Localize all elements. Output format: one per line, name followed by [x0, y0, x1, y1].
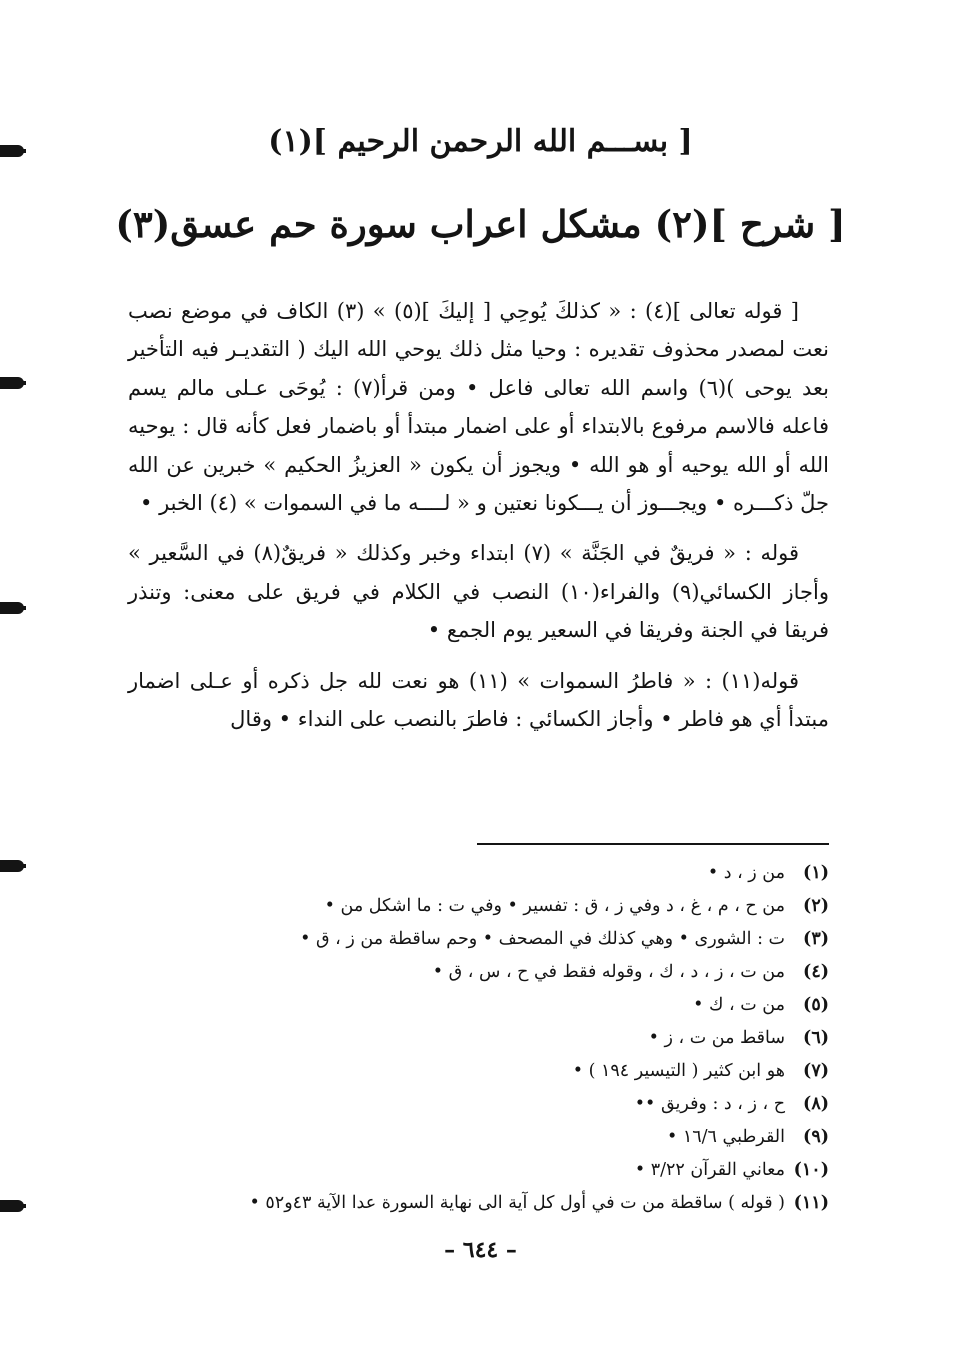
- footnote-number: (٢): [803, 895, 829, 916]
- footnote-number: (٦): [803, 1027, 829, 1048]
- footnote-number: (٩): [803, 1126, 829, 1147]
- footnote-text: ( قوله ) ساقطة من ت في أول كل آية الى نهاية السورة عدا الآية ٤٣و٥٢ •: [249, 1192, 785, 1213]
- binding-mark: [0, 602, 24, 614]
- footnote-number: (٣): [803, 928, 829, 949]
- binding-mark: [0, 860, 24, 872]
- footnote-divider: [477, 843, 829, 845]
- footnote: [120, 1153, 829, 1186]
- footnote-text: القرطبي ١٦/٦ •: [666, 1126, 785, 1147]
- footnote-text: معاني القرآن ٣/٢٢ •: [634, 1159, 785, 1180]
- binding-mark: [0, 377, 24, 389]
- page-number: – ٦٤٤ –: [444, 1237, 517, 1263]
- chapter-title: [ شرح ](٢) مشكل اعراب سورة حم عسق(٣): [115, 202, 846, 246]
- footnote-text: ساقط من ت ، ز •: [648, 1027, 785, 1048]
- footnote: [120, 1087, 829, 1120]
- footnote-text: من ح ، م ، غ ، د وفي ز ، ق : تفسير • وفي ت : ما اشكل من •: [324, 895, 785, 916]
- main-text: [128, 292, 829, 738]
- paragraph: [ قوله تعالى ](٤) : « كذلكَ يُوحِي [ إليكَ ](٥) » (٣) الكاف في موضع نصب نعت لمصدر محذوف تقديره : وحيا مثل ذلك يوحي الله اليك ( التقديـر فيه التأخير بعد يوحى )(٦) واسم الله تعالى فاعل • ومن قرأ(٧) : يُوحَى عـلى مالم يسم فاعله فالاسم مرفوع بالابتداء أو على اضمار مبتدأ أو باضمار فعل كأنه قال : يوحيه الله أو الله يوحيه أو هو الله • ويجوز أن يكون « العزيزُ الحكيم » خبرين عن الله جلّ ذكـــره • ويجـــوز أن يـــكونا نعتين و « لــــه ما في السموات » (٤) الخبر •: [128, 299, 829, 516]
- footnotes-list: [120, 856, 829, 1219]
- footnote: [120, 922, 829, 955]
- footnote-number: (٥): [803, 994, 829, 1015]
- footnote-number: (١١): [793, 1192, 829, 1213]
- footnote-text: من ت ، ك •: [693, 994, 785, 1015]
- footnote: [120, 1054, 829, 1087]
- footnote: [120, 988, 829, 1021]
- footnote-text: ح ، ز ، د : وفريق ••: [634, 1093, 785, 1114]
- binding-mark: [0, 1200, 24, 1212]
- footnote: [120, 1120, 829, 1153]
- footnote: [120, 856, 829, 889]
- footnote-text: من ز ، د •: [707, 862, 785, 883]
- footnote-text: هو ابن كثير ( التيسير ١٩٤ ) •: [572, 1060, 785, 1081]
- paragraph: قوله(١١) : « فاطرُ السموات » (١١) هو نعت لله جل ذكره أو عـلى اضمار مبتدأ أي هو فاطر • وأجاز الكسائي : فاطرَ بالنصب على النداء • وقال: [128, 668, 829, 732]
- footnote: [120, 1021, 829, 1054]
- footnote-number: (٤): [803, 961, 829, 982]
- footnote-number: (١): [803, 862, 829, 883]
- footnote-number: (٧): [803, 1060, 829, 1081]
- footnote-text: ت : الشورى • وهي كذلك في المصحف • وحم ساقطة من ز ، ق •: [300, 928, 785, 949]
- footnote-number: (١٠): [793, 1159, 829, 1180]
- footnote: [120, 889, 829, 922]
- paragraph: قوله : « فريقٌ في الجَنَّة » (٧) ابتداء وخبر وكذلك « فريقٌ(٨) في السَّعير » وأجاز الكسائي(٩) والفراء(١٠) النصب في الكلام في فريق على معنى: وتنذر فريقا في الجنة وفريقا في السعير يوم الجمع •: [128, 541, 829, 643]
- footnote-number: (٨): [803, 1093, 829, 1114]
- footnote-text: من ت ، ز ، د ، ك ، وقوله فقط في ح ، س ، ق •: [432, 961, 785, 982]
- footnote: [120, 955, 829, 988]
- footnote: [120, 1186, 829, 1219]
- basmala-heading: [ بســـم الله الرحمن الرحيم ](١): [268, 124, 693, 159]
